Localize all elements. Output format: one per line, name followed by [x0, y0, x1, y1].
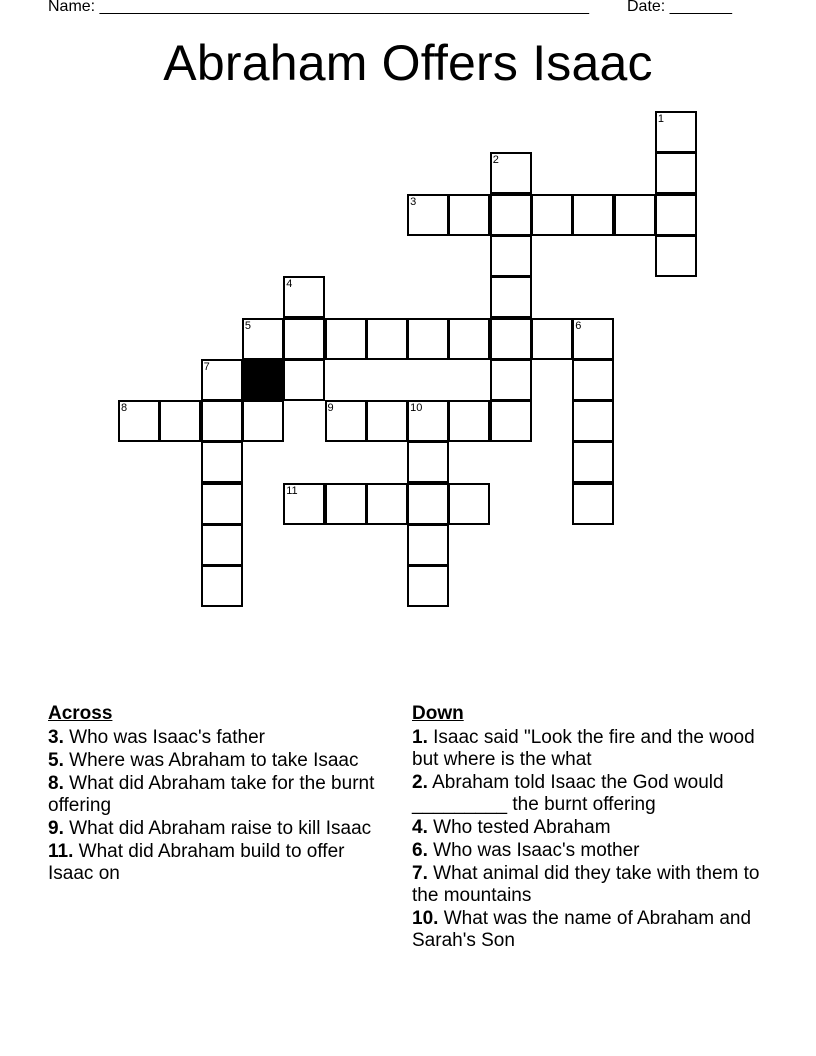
grid-cell[interactable] [407, 194, 449, 236]
clue-number: 5 [244, 319, 252, 332]
clue-number: 6 [575, 319, 582, 332]
black-cell [242, 359, 284, 401]
grid-cell[interactable] [490, 318, 532, 360]
grid-cell[interactable] [201, 441, 243, 483]
down-heading: Down [412, 703, 464, 724]
clue-num: 10. [412, 908, 439, 929]
clue-number: 4 [286, 278, 293, 291]
grid-cell[interactable] [201, 483, 243, 525]
clue-text: Abraham told Isaac the God would _________ the burnt offering [412, 772, 724, 815]
across-heading: Across [48, 703, 113, 724]
grid-cell[interactable] [572, 400, 614, 442]
clue-text: What did Abraham raise to kill Isaac [69, 818, 372, 839]
grid-cell[interactable] [283, 483, 325, 525]
clue-number: 11 [286, 484, 298, 497]
clue-num: 6. [412, 840, 428, 861]
grid-cell[interactable] [490, 194, 532, 236]
grid-cell[interactable] [325, 400, 367, 442]
grid-cell[interactable] [407, 318, 449, 360]
down-clue [412, 727, 772, 771]
across-clue [48, 727, 388, 749]
clue-text: Where was Abraham to take Isaac [69, 750, 359, 771]
grid-cell[interactable] [572, 359, 614, 401]
grid-cell[interactable] [490, 400, 532, 442]
grid-cell[interactable] [490, 152, 532, 194]
grid-cell[interactable] [407, 441, 449, 483]
grid-cell[interactable] [490, 359, 532, 401]
grid-cell[interactable] [655, 152, 697, 194]
grid-cell[interactable] [325, 483, 367, 525]
clue-num: 1. [412, 727, 428, 748]
grid-cell[interactable] [490, 235, 532, 277]
clue-number: 8 [121, 402, 128, 415]
clue-num: 9. [48, 818, 64, 839]
grid-cell[interactable] [242, 400, 284, 442]
grid-cell[interactable] [655, 194, 697, 236]
grid-cell[interactable] [283, 318, 325, 360]
grid-cell[interactable] [201, 565, 243, 607]
across-clue [48, 750, 388, 772]
grid-cell[interactable] [201, 359, 243, 401]
grid-cell[interactable] [655, 111, 697, 153]
grid-cell[interactable] [448, 400, 490, 442]
grid-cell[interactable] [366, 400, 408, 442]
clue-text: Isaac said "Look the fire and the wood but where is the what [412, 727, 755, 770]
grid-cell[interactable] [283, 276, 325, 318]
grid-cell[interactable] [614, 194, 656, 236]
clue-num: 3. [48, 727, 64, 748]
across-clues [48, 702, 388, 886]
clue-number: 1 [657, 113, 665, 125]
clue-text: Who was Isaac's mother [433, 840, 640, 861]
clue-num: 8. [48, 773, 64, 794]
across-clue [48, 818, 388, 840]
puzzle-title: Abraham Offers Isaac [163, 35, 653, 91]
grid-cell[interactable] [242, 318, 284, 360]
clue-number: 9 [327, 402, 334, 415]
clue-text: What did Abraham build to offer Isaac on [48, 841, 345, 884]
grid-cell[interactable] [407, 524, 449, 566]
down-clues [412, 702, 772, 953]
clue-text: What was the name of Abraham and Sarah's Son [412, 908, 752, 951]
grid-cell[interactable] [283, 359, 325, 401]
across-clue [48, 841, 388, 885]
grid-cell[interactable] [572, 194, 614, 236]
across-clue [48, 773, 388, 817]
grid-cell[interactable] [159, 400, 201, 442]
clue-num: 4. [412, 817, 428, 838]
grid-cell[interactable] [572, 318, 614, 360]
clue-number: 3 [410, 195, 417, 208]
down-clue [412, 863, 772, 907]
grid-cell[interactable] [366, 318, 408, 360]
grid-cell[interactable] [448, 318, 490, 360]
clue-number: 7 [203, 360, 210, 373]
down-clue [412, 840, 772, 862]
grid-cell[interactable] [201, 524, 243, 566]
grid-cell[interactable] [325, 318, 367, 360]
grid-cell[interactable] [572, 483, 614, 525]
grid-cell[interactable] [448, 483, 490, 525]
grid-cell[interactable] [490, 276, 532, 318]
grid-cell[interactable] [531, 318, 573, 360]
clue-num: 11. [48, 841, 74, 862]
clue-text: Who was Isaac's father [69, 727, 265, 748]
clue-number: 2 [492, 154, 499, 167]
clue-text: Who tested Abraham [433, 817, 611, 838]
clue-text: What did Abraham take for the burnt offering [48, 773, 375, 816]
grid-cell[interactable] [655, 235, 697, 277]
grid-cell[interactable] [366, 483, 408, 525]
clue-number: 10 [410, 402, 423, 415]
clue-num: 7. [412, 863, 428, 884]
down-clue [412, 817, 772, 839]
grid-cell[interactable] [407, 565, 449, 607]
date-field[interactable]: Date: _______ [627, 0, 732, 15]
grid-cell[interactable] [201, 400, 243, 442]
down-clue [412, 772, 772, 816]
grid-cell[interactable] [118, 400, 160, 442]
grid-cell[interactable] [407, 400, 449, 442]
name-field[interactable]: Name: _______________________________________________________ [48, 0, 589, 15]
clue-num: 5. [48, 750, 64, 771]
down-clue [412, 908, 772, 952]
grid-cell[interactable] [448, 194, 490, 236]
clue-num: 2. [412, 772, 428, 793]
grid-cell[interactable] [407, 483, 449, 525]
grid-cell[interactable] [572, 441, 614, 483]
grid-cell[interactable] [531, 194, 573, 236]
clue-text: What animal did they take with them to the mountains [412, 863, 760, 906]
